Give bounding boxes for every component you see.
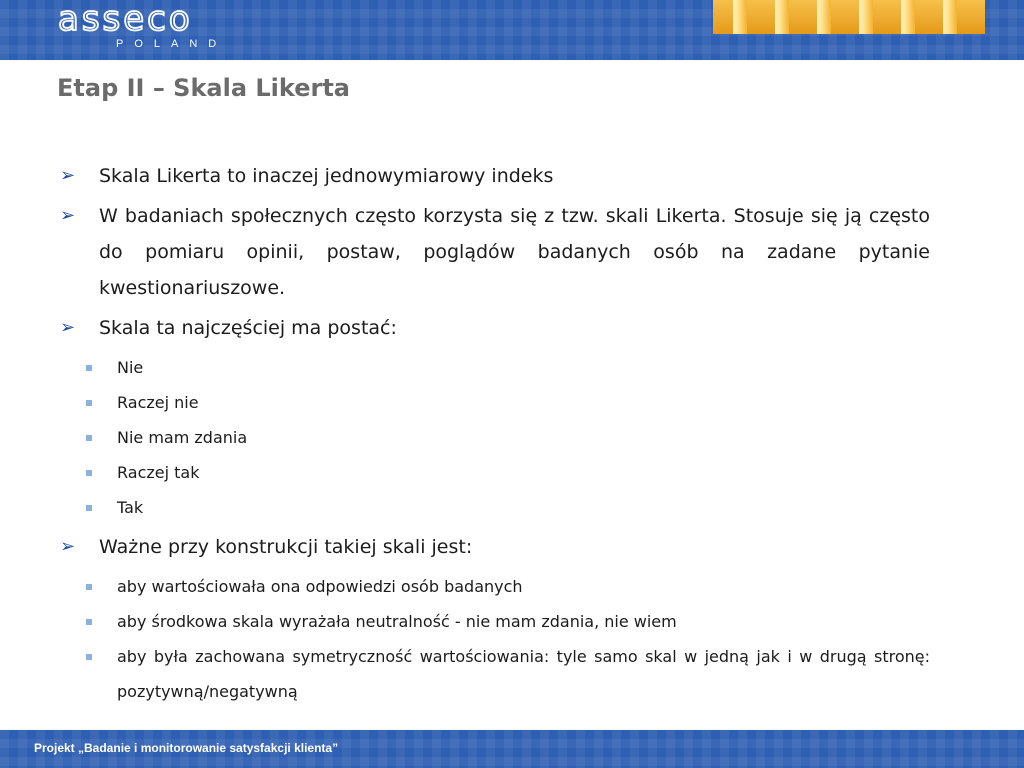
bullet-item (60, 198, 930, 306)
sub-bullet-item (60, 350, 930, 385)
bullet-item (60, 529, 930, 565)
bullet-text: Ważne przy konstrukcji takiej skali jest: (99, 536, 473, 558)
bullet-text: Skala Likerta to inaczej jednowymiarowy indeks (99, 165, 554, 187)
square-bullet-icon (86, 470, 92, 476)
square-bullet-icon (86, 584, 92, 590)
square-bullet-icon (86, 365, 92, 371)
square-bullet-icon (86, 435, 92, 441)
sub-bullet-text: Tak (117, 498, 144, 517)
sub-bullet-item (60, 604, 930, 639)
square-bullet-icon (86, 619, 92, 625)
square-bullet-icon (86, 400, 92, 406)
bullet-item (60, 310, 930, 346)
header-bar (0, 0, 1024, 60)
sub-bullet-item (60, 569, 930, 604)
sub-bullet-text: Raczej tak (117, 463, 200, 482)
square-bullet-icon (86, 654, 92, 660)
sub-bullet-text: aby była zachowana symetryczność wartościowania: tyle samo skal w jedną jak i w drugą stronę: pozytywną/negatywną (117, 647, 930, 701)
arrow-bullet-icon: ➢ (60, 536, 76, 557)
arrow-bullet-icon: ➢ (60, 205, 76, 226)
sub-bullet-item (60, 385, 930, 420)
bullet-item (60, 158, 930, 194)
sub-bullet-text: aby wartościowała ona odpowiedzi osób badanych (117, 577, 523, 596)
footer-project-title: Projekt „Badanie i monitorowanie satysfakcji klienta” (34, 741, 339, 755)
company-logo-subtitle: POLAND (116, 38, 228, 50)
sub-bullet-text: Nie (117, 358, 144, 377)
sub-bullet-item (60, 420, 930, 455)
sub-bullet-item (60, 455, 930, 490)
sub-bullet-item (60, 639, 930, 709)
slide-content (60, 158, 930, 709)
sub-bullet-text: aby środkowa skala wyrażała neutralność - nie mam zdania, nie wiem (117, 612, 677, 631)
arrow-bullet-icon: ➢ (60, 165, 76, 186)
arrow-bullet-icon: ➢ (60, 317, 76, 338)
bullet-text: W badaniach społecznych często korzysta się z tzw. skali Likerta. Stosuje się ją często do pomiaru opinii, postaw, poglądów badanych osób na zadane pytanie kwestionariuszowe. (99, 205, 930, 299)
company-logo: asseco (58, 0, 193, 39)
header-decorative-image (713, 0, 985, 34)
sub-bullet-text: Nie mam zdania (117, 428, 248, 447)
sub-bullet-item (60, 490, 930, 525)
square-bullet-icon (86, 505, 92, 511)
slide-title: Etap II – Skala Likerta (57, 74, 351, 102)
footer-bar (0, 730, 1024, 768)
sub-bullet-text: Raczej nie (117, 393, 199, 412)
bullet-text: Skala ta najczęściej ma postać: (99, 317, 397, 339)
